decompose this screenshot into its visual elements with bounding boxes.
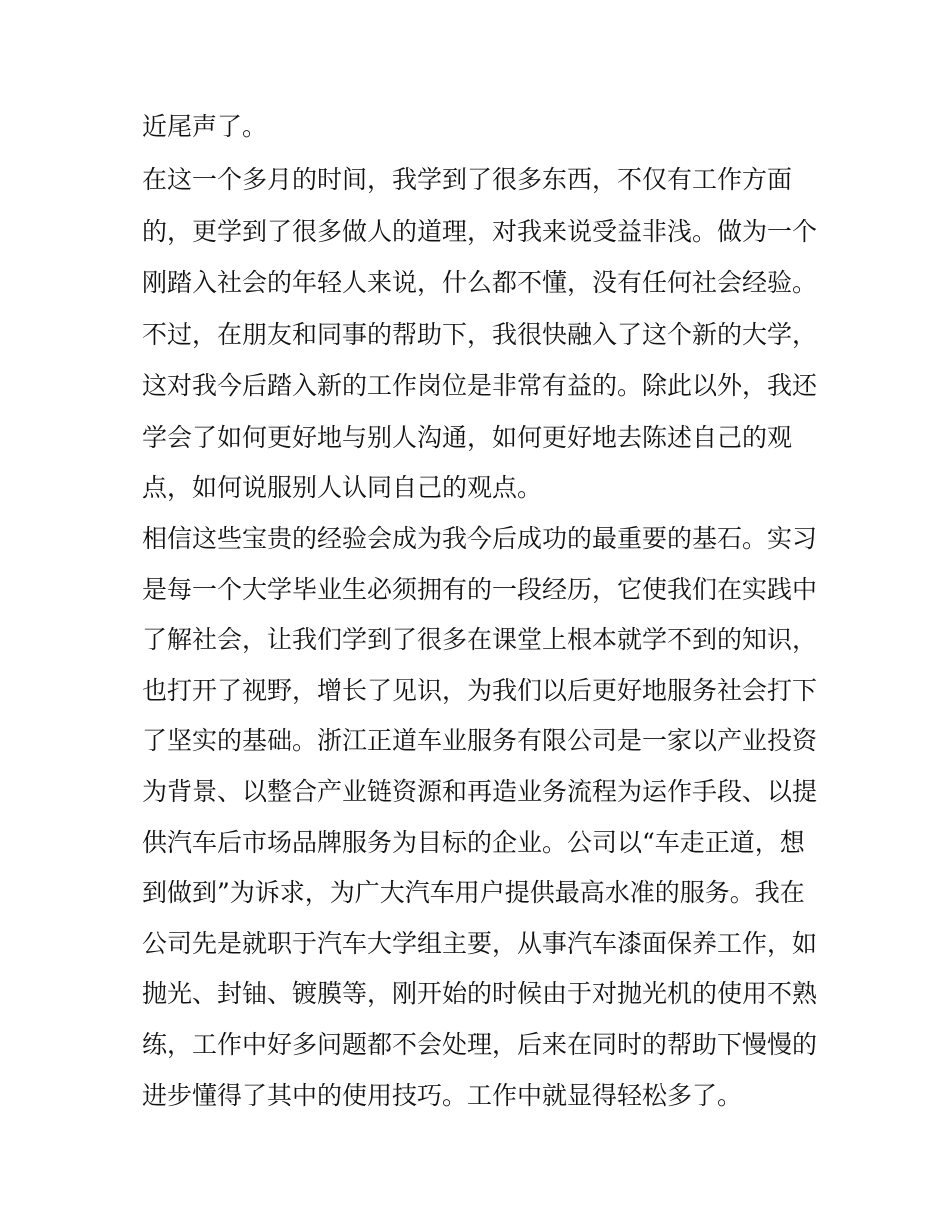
text-line: 供汽车后市场品牌服务为目标的企业。公司以“车走正道，想 xyxy=(142,828,805,857)
text-line: 这对我今后踏入新的工作岗位是非常有益的。除此以外，我还 xyxy=(142,371,818,400)
text-line: 为背景、以整合产业链资源和再造业务流程为运作手段、以提 xyxy=(142,777,818,806)
text-line: 学会了如何更好地与别人沟通，如何更好地去陈述自己的观 xyxy=(142,423,793,452)
text-line: 练，工作中好多问题都不会处理，后来在同时的帮助下慢慢的 xyxy=(142,1030,818,1059)
text-line: 点，如何说服别人认同自己的观点。 xyxy=(142,473,543,502)
text-line: 不过，在朋友和同事的帮助下，我很快融入了这个新的大学， xyxy=(142,320,818,349)
text-line: 在这一个多月的时间，我学到了很多东西，不仅有工作方面 xyxy=(142,165,793,194)
text-line: 相信这些宝贵的经验会成为我今后成功的最重要的基石。实习 xyxy=(142,524,818,553)
text-line: 也打开了视野，增长了见识，为我们以后更好地服务社会打下 xyxy=(142,676,818,705)
text-line: 近尾声了。 xyxy=(142,112,268,141)
text-line: 了坚实的基础。浙江正道车业服务有限公司是一家以产业投资 xyxy=(142,726,818,755)
text-line: 公司先是就职于汽车大学组主要，从事汽车漆面保养工作，如 xyxy=(142,929,818,958)
text-line: 到做到”为诉求，为广大汽车用户提供最高水准的服务。我在 xyxy=(142,878,805,907)
text-line: 的，更学到了很多做人的道理，对我来说受益非浅。做为一个 xyxy=(142,217,818,246)
text-line: 抛光、封铀、镀膜等，刚开始的时候由于对抛光机的使用不熟 xyxy=(142,979,818,1008)
text-line: 进步懂得了其中的使用技巧。工作中就显得轻松多了。 xyxy=(142,1081,743,1110)
text-line: 刚踏入社会的年轻人来说，什么都不懂，没有任何社会经验。 xyxy=(142,268,818,297)
text-line: 了解社会，让我们学到了很多在课堂上根本就学不到的知识， xyxy=(142,625,818,654)
text-line: 是每一个大学毕业生必须拥有的一段经历，它使我们在实践中 xyxy=(142,575,818,604)
